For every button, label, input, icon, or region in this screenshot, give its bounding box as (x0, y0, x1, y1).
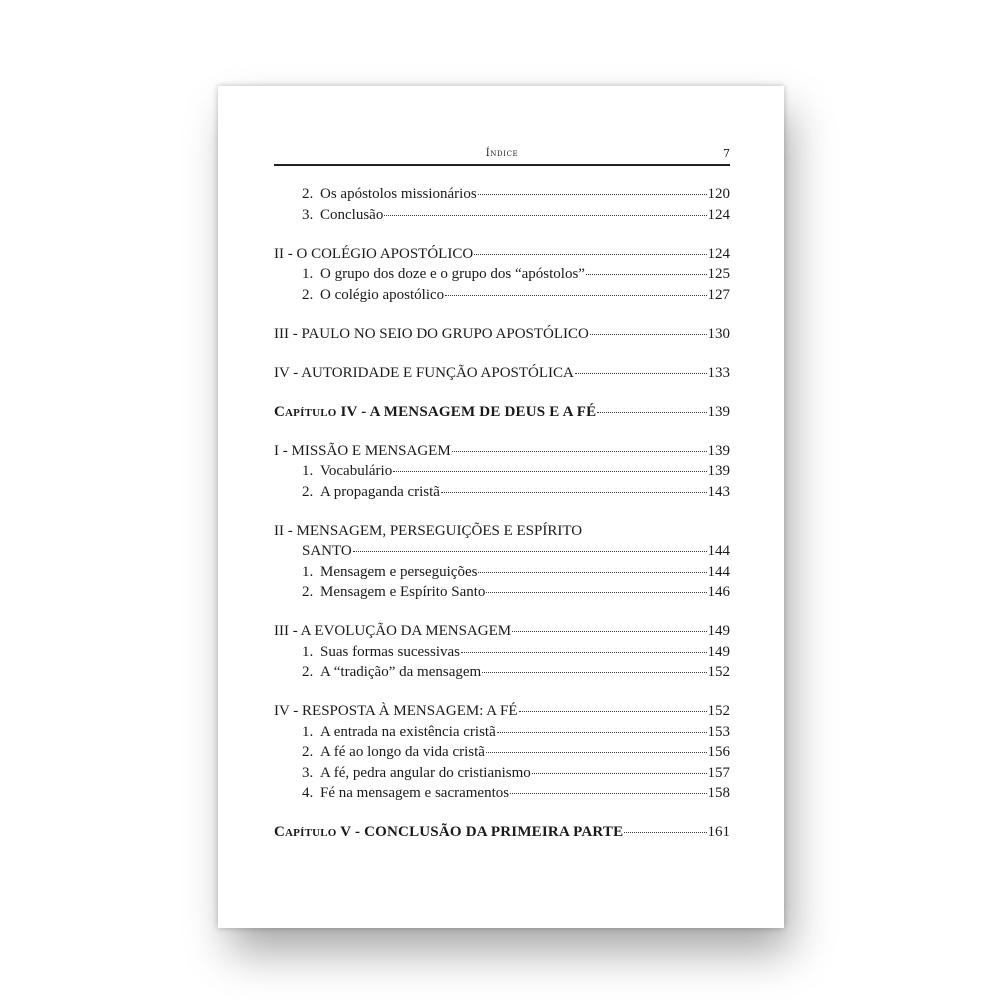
dot-leader (497, 732, 707, 733)
dot-leader (510, 793, 706, 794)
dot-leader (461, 652, 707, 653)
dot-leader (445, 295, 706, 296)
toc-section (274, 701, 730, 722)
toc-entry-number: 1. (302, 723, 314, 740)
toc-entry-label: A propaganda cristã (320, 483, 440, 500)
toc-entry-page: 161 (707, 824, 730, 840)
dot-leader (384, 215, 706, 216)
toc-entry (274, 285, 730, 306)
toc-entry-page: 143 (707, 483, 730, 500)
toc-entry-page: 153 (707, 723, 730, 740)
toc-entry-number: 2. (302, 664, 314, 680)
header-rule (274, 164, 730, 166)
toc-entry-page: 120 (707, 186, 730, 202)
toc-section-label: I - MISSÃO E MENSAGEM (274, 442, 451, 459)
toc-entry-label: Mensagem e perseguições (320, 563, 478, 580)
toc-entry-page: 146 (707, 584, 730, 600)
toc-entry (274, 562, 730, 583)
toc-entry-label: Os apóstolos missionários (320, 186, 477, 202)
toc-entry-label: O colégio apostólico (320, 286, 445, 303)
book-page (218, 86, 784, 928)
dot-leader (575, 373, 707, 374)
dot-leader (486, 752, 707, 753)
toc-entry (274, 642, 730, 663)
toc-entry-number: 3. (302, 206, 314, 223)
toc-chapter (274, 822, 730, 843)
toc-entry-label: O grupo dos doze e o grupo dos “apóstolos” (320, 266, 585, 282)
toc-entry (274, 184, 730, 205)
dot-leader (478, 572, 706, 573)
dot-leader (512, 631, 706, 632)
toc-entry (274, 582, 730, 603)
toc-section-label: II - MENSAGEM, PERSEGUIÇÕES E ESPÍRITO (274, 522, 583, 539)
dot-leader (532, 773, 707, 774)
toc-entry-page: 125 (707, 266, 730, 282)
toc-entry-number: 1. (302, 266, 314, 282)
running-head (274, 148, 730, 164)
toc-entry (274, 742, 730, 763)
toc-entry-label: Mensagem e Espírito Santo (320, 584, 486, 600)
toc-entry (274, 722, 730, 743)
chapter-word: Capítulo (274, 824, 337, 840)
toc-entry-number: 1. (302, 563, 314, 580)
toc-entry-page: 157 (707, 764, 730, 781)
toc-entry-page: 156 (707, 744, 730, 760)
toc-entry-label: A fé, pedra angular do cristianismo (320, 764, 531, 781)
table-of-contents (274, 184, 730, 843)
toc-entry-number: 1. (302, 463, 314, 479)
toc-section-label: II - O COLÉGIO APOSTÓLICO (274, 245, 474, 262)
running-head-page-number: 7 (723, 147, 730, 160)
toc-entry-number: 2. (302, 286, 314, 303)
toc-chapter-label (274, 402, 596, 423)
toc-entry (274, 662, 730, 683)
dot-leader (590, 334, 707, 335)
toc-entry-page: 144 (707, 543, 730, 559)
dot-leader (482, 672, 706, 673)
dot-leader (519, 711, 707, 712)
toc-section-label: III - PAULO NO SEIO DO GRUPO APOSTÓLICO (274, 325, 589, 342)
toc-entry-number: 2. (302, 584, 314, 600)
dot-leader (393, 471, 706, 472)
toc-section-label-continued: SANTO (302, 543, 352, 559)
dot-leader (624, 832, 706, 833)
toc-section (274, 521, 730, 542)
toc-entry-label: A entrada na existência cristã (320, 723, 496, 740)
toc-section (274, 441, 730, 462)
toc-entry-label: Fé na mensagem e sacramentos (320, 785, 510, 801)
toc-section-label: IV - RESPOSTA À MENSAGEM: A FÉ (274, 703, 518, 719)
toc-entry-page: 127 (707, 286, 730, 303)
toc-entry-label: A “tradição” da mensagem (320, 664, 482, 680)
chapter-word: Capítulo (274, 403, 337, 420)
toc-section (274, 621, 730, 642)
toc-entry-label: A fé ao longo da vida cristã (320, 744, 485, 760)
dot-leader (353, 551, 707, 552)
toc-chapter (274, 402, 730, 423)
toc-entry-page: 152 (707, 703, 730, 719)
toc-entry (274, 763, 730, 784)
toc-entry-page: 139 (707, 403, 730, 420)
toc-entry-page: 130 (707, 325, 730, 342)
toc-chapter-label (274, 822, 623, 843)
dot-leader (597, 412, 706, 413)
toc-entry-page: 124 (707, 206, 730, 223)
toc-entry-number: 3. (302, 764, 314, 781)
toc-entry-page: 149 (707, 623, 730, 639)
toc-entry (274, 783, 730, 804)
dot-leader (486, 592, 706, 593)
chapter-title: V - CONCLUSÃO DA PRIMEIRA PARTE (340, 824, 624, 840)
toc-section (274, 324, 730, 345)
toc-entry-label: Suas formas sucessivas (320, 643, 460, 660)
running-head-title: Índice (485, 148, 519, 159)
toc-entry-label: Conclusão (320, 206, 384, 223)
toc-entry-number: 2. (302, 744, 314, 760)
toc-entry-number: 2. (302, 483, 314, 500)
toc-section-label: III - A EVOLUÇÃO DA MENSAGEM (274, 623, 512, 639)
toc-section (274, 244, 730, 265)
toc-entry-page: 139 (707, 463, 730, 479)
chapter-title: IV - A MENSAGEM DE DEUS E A FÉ (340, 403, 597, 420)
toc-entry (274, 482, 730, 503)
toc-section (274, 363, 730, 384)
toc-entry-page: 158 (707, 785, 730, 801)
toc-entry-page: 144 (707, 563, 730, 580)
toc-entry-page: 124 (707, 245, 730, 262)
toc-entry-number: 2. (302, 186, 314, 202)
dot-leader (441, 492, 707, 493)
toc-entry (274, 461, 730, 482)
dot-leader (478, 194, 707, 195)
dot-leader (586, 274, 707, 275)
dot-leader (474, 254, 706, 255)
toc-entry (274, 264, 730, 285)
toc-entry-page: 152 (707, 664, 730, 680)
toc-entry-page: 133 (707, 364, 730, 381)
dot-leader (452, 451, 707, 452)
toc-entry-number: 4. (302, 785, 314, 801)
toc-section-continuation (274, 541, 730, 562)
toc-section-label: IV - AUTORIDADE E FUNÇÃO APOSTÓLICA (274, 364, 574, 381)
toc-entry-label: Vocabulário (320, 463, 393, 479)
toc-entry-page: 139 (707, 442, 730, 459)
toc-entry-page: 149 (707, 643, 730, 660)
toc-entry-number: 1. (302, 643, 314, 660)
toc-entry (274, 205, 730, 226)
